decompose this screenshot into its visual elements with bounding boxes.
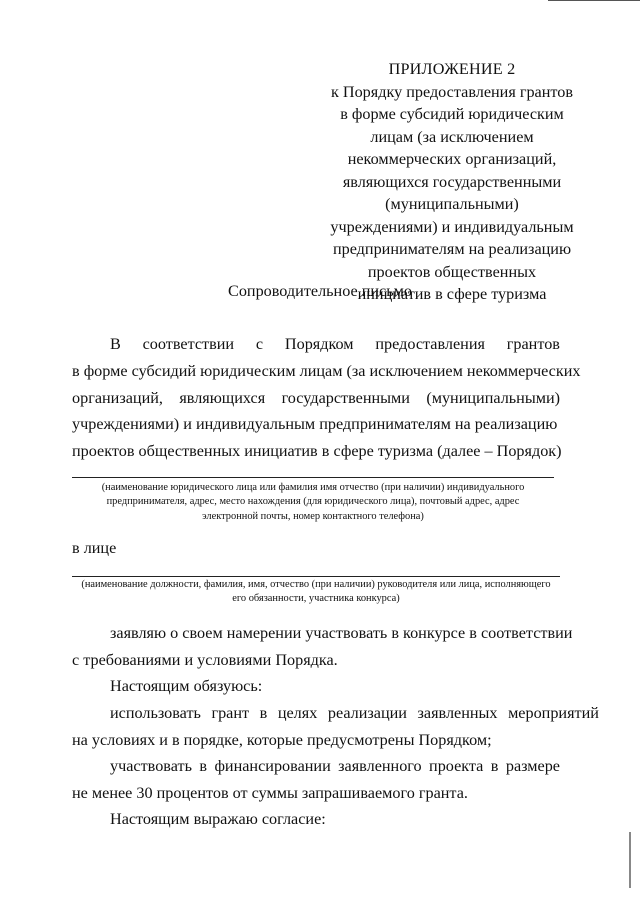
intro-word: грантов bbox=[506, 335, 560, 353]
intro-word: являющихся bbox=[179, 388, 266, 407]
declaration-paragraph bbox=[72, 620, 573, 673]
intro-line bbox=[72, 411, 560, 438]
use-grant-paragraph bbox=[72, 700, 599, 753]
caption-line: (наименование юридического лица или фамилия имя отчество (при наличии) индивидуального bbox=[101, 482, 525, 493]
intro-word: организаций, bbox=[72, 388, 163, 407]
appendix-line: учреждениями) и индивидуальным bbox=[330, 217, 574, 236]
consent-line bbox=[72, 806, 560, 833]
intro-word: государственными bbox=[281, 388, 410, 407]
appendix-line: проектов общественных bbox=[367, 262, 537, 281]
intro-line bbox=[72, 331, 560, 358]
use-grant-text: на условиях и в порядке, которые предусмотрены Порядком; bbox=[72, 730, 492, 749]
appendix-header bbox=[320, 58, 584, 306]
use-grant-text: использовать грант в целях реализации заявленных мероприятий bbox=[110, 704, 599, 722]
intro-line bbox=[72, 358, 581, 385]
intro-text: учреждениями) и индивидуальным предпринимателям на реализацию bbox=[72, 415, 558, 434]
declaration-text: с требованиями и условиями Порядка. bbox=[72, 650, 338, 669]
appendix-line: инициатив в сфере туризма bbox=[357, 285, 547, 303]
appendix-line: лицам (за исключением bbox=[370, 127, 534, 146]
intro-text: в форме субсидий юридическим лицам (за исключением некоммерческих bbox=[72, 361, 581, 380]
appendix-line: являющихся государственными bbox=[342, 172, 562, 191]
appendix-line: (муниципальными) bbox=[385, 195, 519, 213]
appendix-line: в форме субсидий юридическим bbox=[340, 105, 564, 123]
financing-word: финансировании bbox=[214, 757, 331, 775]
intro-word: (муниципальными) bbox=[426, 388, 560, 407]
caption-line: предпринимателя, адрес, место нахождения (для юридического лица), почтовый адрес, адрес bbox=[106, 496, 520, 508]
appendix-line: некоммерческих организаций, bbox=[347, 150, 557, 168]
scan-artifact-right bbox=[629, 832, 631, 888]
obligation-heading bbox=[72, 673, 560, 700]
financing-word: в bbox=[490, 757, 499, 775]
representative-caption bbox=[60, 578, 572, 607]
financing-line bbox=[72, 780, 560, 807]
financing-word: участвовать bbox=[110, 757, 192, 775]
applicant-fill-line[interactable] bbox=[72, 477, 554, 478]
applicant-caption bbox=[72, 481, 554, 524]
declaration-line bbox=[72, 647, 560, 674]
financing-text: не менее 30 процентов от суммы запрашиваемого гранта. bbox=[72, 783, 468, 802]
caption-line: электронной почты, номер контактного телефона) bbox=[202, 510, 424, 522]
financing-word: в bbox=[199, 757, 208, 775]
financing-word: размере bbox=[505, 757, 560, 775]
intro-word: В bbox=[110, 335, 121, 353]
intro-word: Порядком bbox=[284, 335, 354, 353]
obligation-line bbox=[72, 673, 560, 700]
appendix-line: к Порядку предоставления грантов bbox=[330, 82, 574, 101]
intro-paragraph bbox=[72, 331, 581, 465]
obligation-text: Настоящим обязуюсь: bbox=[110, 677, 263, 695]
financing-word: проекта bbox=[429, 757, 484, 775]
intro-word: с bbox=[255, 335, 264, 353]
declaration-line bbox=[72, 620, 573, 647]
intro-line bbox=[72, 385, 560, 412]
caption-line: (наименование должности, фамилия, имя, отчество (при наличии) руководителя или лица, исполняющего bbox=[81, 579, 551, 590]
financing-word: заявленного bbox=[338, 757, 422, 775]
intro-word: предоставления bbox=[375, 335, 485, 353]
financing-paragraph bbox=[72, 753, 560, 806]
representative-fill-line[interactable] bbox=[72, 576, 560, 577]
appendix-heading: ПРИЛОЖЕНИЕ 2 bbox=[388, 60, 516, 78]
in-person-label: в лице bbox=[72, 539, 117, 557]
consent-heading bbox=[72, 806, 560, 833]
intro-line bbox=[72, 438, 560, 465]
document-title: Сопроводительное письмо bbox=[228, 282, 412, 300]
appendix-line: предпринимателям на реализацию bbox=[332, 240, 572, 258]
intro-word: соответствии bbox=[142, 335, 235, 353]
use-grant-line bbox=[72, 700, 599, 727]
financing-line bbox=[72, 753, 560, 780]
caption-line: его обязанности, участника конкурса) bbox=[232, 593, 400, 605]
declaration-text: заявляю о своем намерении участвовать в конкурсе в соответствии bbox=[110, 624, 573, 642]
intro-text: проектов общественных инициатив в сфере туризма (далее – Порядок) bbox=[72, 442, 562, 461]
use-grant-line bbox=[72, 727, 560, 754]
consent-text: Настоящим выражаю согласие: bbox=[110, 810, 326, 828]
scan-artifact-top bbox=[548, 0, 640, 1]
